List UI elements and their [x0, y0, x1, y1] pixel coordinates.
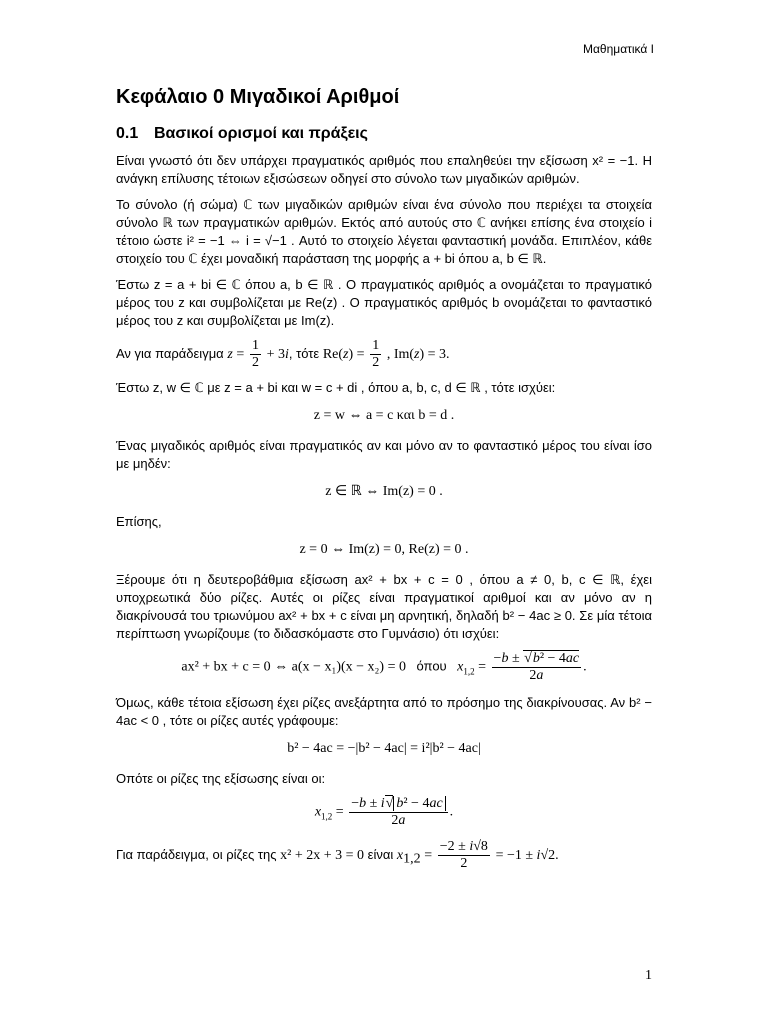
- running-header: Μαθηματικά Ι: [583, 42, 654, 56]
- chapter-title: Κεφάλαιο 0 Μιγαδικοί Αριθμοί: [116, 86, 400, 108]
- paragraph-real-imag-parts: Έστω z = a + bi ∈ ℂ όπου a, b ∈ ℝ . Ο πραγματικός αριθμός a ονομάζεται το πραγματικό μέρος του z και συμβολίζεται με Re(z) . Ο πραγματικός αριθμός b ονομάζεται το φανταστικό μέρος του z και συμβολίζεται με Im(z).: [116, 277, 652, 328]
- fraction-half: $\frac{1}{2}$: [251, 338, 259, 370]
- paragraph-also: Επίσης,: [116, 514, 162, 529]
- example-2: Για παράδειγμα, οι ρίζες της x² + 2x + 3 = 0 είναι $x_{1,2}$ = $\frac{-2 \pm i√8}{2}$ = −1 ± i√2.: [116, 839, 559, 871]
- equation-quadratic-roots: ax² + bx + c = 0 ⇔ a(x − x₁)(x − x₂) = 0 όπου $x_{1,2}$ = $\frac{\text{−b ± √b² − 4ac}}{2a}$ .: [181, 651, 587, 683]
- paragraph-roots-are: Οπότε οι ρίζες της εξίσωσης είναι οι:: [116, 771, 326, 786]
- paragraph-quadratic: Ξέρουμε ότι η δευτεροβάθμια εξίσωση ax² + bx + c = 0 , όπου a ≠ 0, b, c ∈ ℝ, έχει υποχρεωτικά δύο ρίζες. Αυτές οι ρίζες είναι πραγματικοί αριθμοί και αν μόνο αν η διακρίνουσά του τριωνύμου ax² + bx + c είναι μη αρνητική, δηλαδή b² − 4ac ≥ 0. Σε μία τέτοια περίπτωση γνωρίζουμε (το διδασκόμαστε στο Γυμνάσιο) ότι ισχύει:: [116, 572, 652, 641]
- paragraph-complex-set: Το σύνολο (ή σώμα) ℂ των μιγαδικών αριθμών είναι ένα σύνολο που περιέχει τα στοιχεία σύνολο ℝ των πραγματικών αριθμών. Εκτός από αυτούς στο ℂ ανήκει επίσης ένα στοιχείο i τέτοιο ώστε i² = −1 ⇔ i = √−1 . Αυτό το στοιχείο λέγεται φανταστική μονάδα. Επιπλέον, κάθε στοιχείο του ℂ έχει μοναδική παράσταση της μορφής a + bi όπου a, b ∈ ℝ.: [116, 197, 652, 266]
- fraction-quadratic-formula: $\frac{\text{−b ± √b² − 4ac}}{2a}$: [493, 651, 580, 683]
- equation-real-condition: z ∈ ℝ ⇔ Im(z) = 0 .: [325, 484, 443, 499]
- fraction-complex-formula: $\frac{\text{−b ± i√ b² − 4ac}}{2a}$: [349, 796, 447, 829]
- section-heading: [116, 124, 652, 144]
- paragraph-negative-discriminant: Όμως, κάθε τέτοια εξίσωση έχει ρίζες ανεξάρτητα από το πρόσημο της διακρίνουσας. Αν b² − 4ac < 0 , τότε οι ρίζες αυτές γράφουμε:: [116, 695, 652, 728]
- equation-discriminant: b² − 4ac = −|b² − 4ac| = i²|b² − 4ac|: [287, 741, 481, 756]
- page-content: [116, 84, 652, 880]
- equation-equality: z = w ⇔ a = c και b = d .: [313, 408, 455, 423]
- equation-complex-roots: $x_{1,2}$ = $\frac{\text{−b ± i√ b² − 4ac}}{2a}$ .: [314, 796, 454, 828]
- section-title: Βασικοί ορισμοί και πράξεις: [154, 125, 368, 142]
- section-number: 0.1: [116, 125, 139, 142]
- fraction-half-2: $\frac{1}{2}$: [372, 338, 380, 370]
- paragraph-intro: Είναι γνωστό ότι δεν υπάρχει πραγματικός αριθμός που επαληθεύει την εξίσωση x² = −1. Η ανάγκη επίλυσης τέτοιων εξισώσεων οδηγεί στο σύνολο των μιγαδικών αριθμών.: [116, 153, 652, 186]
- example-1: Αν για παράδειγμα z = $\frac{1}{2}$ + 3i, τότε Re(z) = $\frac{1}{2}$ , Im(z) = 3.: [116, 338, 450, 370]
- equation-zero-condition: z = 0 ⇔ Im(z) = 0, Re(z) = 0 .: [299, 542, 469, 557]
- paragraph-equality: Έστω z, w ∈ ℂ με z = a + bi και w = c + di , όπου a, b, c, d ∈ ℝ , τότε ισχύει:: [116, 380, 556, 395]
- fraction-example-roots: $\frac{-2 \pm i√8}{2}$: [439, 839, 488, 871]
- page-number: 1: [645, 968, 652, 983]
- paragraph-real-condition: Ένας μιγαδικός αριθμός είναι πραγματικός αν και μόνο αν το φανταστικό μέρος του είναι ίσο με μηδέν:: [116, 438, 652, 471]
